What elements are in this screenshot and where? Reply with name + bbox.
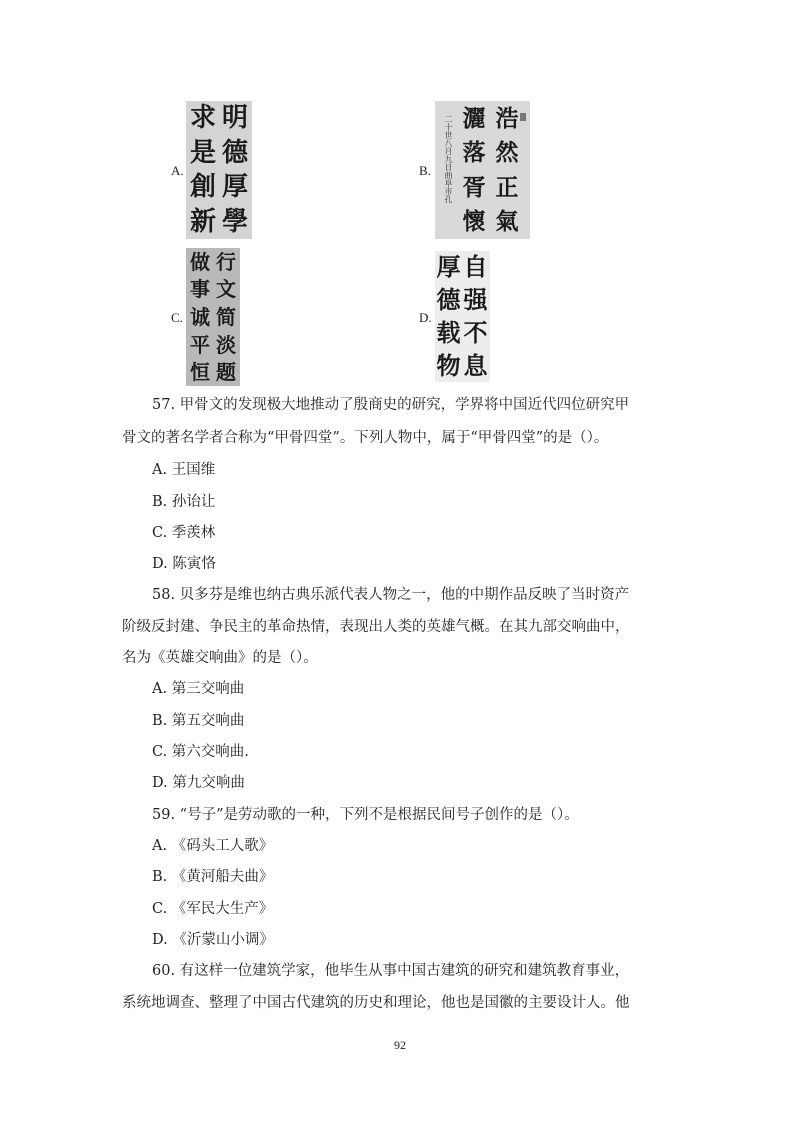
- calligraphy-char: 题: [216, 360, 236, 385]
- question-58-option-c: C. 第六交响曲.: [152, 744, 249, 760]
- calligraphy-char: 息: [463, 350, 488, 380]
- calligraphy-image-a: [186, 101, 252, 239]
- calligraphy-char: 落: [462, 139, 486, 167]
- calligraphy-image-d: [435, 251, 490, 382]
- question-59-option-c: C. 《军民大生产》: [152, 901, 274, 917]
- calligraphy-char: 胥: [462, 173, 486, 201]
- option-b-label: B.: [419, 163, 431, 178]
- question-58-option-a: A. 第三交响曲: [152, 681, 245, 697]
- calligraphy-char: 简: [216, 304, 236, 329]
- calligraphy-char: 自: [463, 252, 488, 282]
- calligraphy-char: 强: [463, 285, 488, 315]
- question-59-option-a: A. 《码头工人歌》: [152, 838, 274, 854]
- calligraphy-column-left: [435, 251, 462, 382]
- calligraphy-char: 物: [436, 350, 461, 380]
- calligraphy-char: 载: [436, 317, 461, 347]
- calligraphy-char: 德: [221, 137, 248, 168]
- signature-text: 二十世八月九日曲阜市孔: [444, 115, 453, 203]
- calligraphy-char: 正: [495, 173, 519, 201]
- calligraphy-char: 德: [436, 285, 461, 315]
- calligraphy-char: 新: [189, 206, 216, 237]
- question-57-line-2: 骨文的著名学者合称为“甲骨四堂”。下列人物中，属于“甲骨四堂”的是（）。: [122, 430, 609, 446]
- calligraphy-column-left: [187, 248, 213, 386]
- page-number: 92: [394, 1038, 406, 1052]
- calligraphy-char: 學: [221, 206, 248, 237]
- question-59-line-1: 59. “号子”是劳动歌的一种，下列不是根据民间号子创作的是（）。: [152, 807, 579, 823]
- calligraphy-column-right: [462, 251, 489, 382]
- option-d-label: D.: [419, 310, 432, 325]
- calligraphy-signature: [443, 115, 452, 230]
- calligraphy-char: 是: [189, 137, 216, 168]
- question-59-option-d: D. 《沂蒙山小调》: [152, 932, 274, 948]
- calligraphy-char: 文: [216, 277, 236, 302]
- calligraphy-column-left: [459, 101, 489, 239]
- question-58-option-b: B. 第五交响曲: [152, 713, 245, 729]
- calligraphy-image-c: [186, 248, 240, 386]
- calligraphy-char: 恒: [190, 360, 210, 385]
- calligraphy-char: 事: [190, 277, 210, 302]
- calligraphy-char: 求: [189, 103, 216, 134]
- calligraphy-char: 灑: [462, 104, 486, 132]
- question-60-line-2: 系统地调查、整理了中国古代建筑的历史和理论，他也是国徽的主要设计人。他: [122, 995, 630, 1011]
- calligraphy-column-right: [492, 101, 522, 239]
- calligraphy-char: 氣: [495, 208, 519, 236]
- calligraphy-column-left: [188, 101, 218, 239]
- calligraphy-char: 浩: [495, 104, 519, 132]
- question-60-line-1: 60. 有这样一位建筑学家，他毕生从事中国古建筑的研究和建筑教育事业，: [152, 963, 630, 979]
- question-58-line-1: 58. 贝多芬是维也纳古典乐派代表人物之一，他的中期作品反映了当时资产: [152, 587, 630, 603]
- question-58-line-3: 名为《英雄交响曲》的是（）。: [122, 650, 318, 666]
- question-57-option-b: B. 孙诒让: [152, 494, 216, 510]
- calligraphy-char: 做: [190, 249, 210, 274]
- calligraphy-char: 厚: [436, 252, 461, 282]
- question-57-line-1: 57. 甲骨文的发现极大地推动了殷商史的研究，学界将中国近代四位研究甲: [152, 397, 630, 413]
- question-59-option-b: B. 《黄河船夫曲》: [152, 869, 274, 885]
- question-57-option-c: C. 季羡林: [152, 525, 216, 541]
- option-a-label: A.: [171, 163, 184, 178]
- option-c-label: C.: [171, 310, 183, 325]
- calligraphy-char: 诚: [190, 304, 210, 329]
- calligraphy-column-right: [213, 248, 239, 386]
- calligraphy-char: 明: [221, 103, 248, 134]
- calligraphy-image-b: [435, 101, 530, 239]
- calligraphy-char: 行: [216, 249, 236, 274]
- calligraphy-char: 創: [189, 172, 216, 203]
- question-58-option-d: D. 第九交响曲: [152, 775, 245, 791]
- question-58-line-2: 阶级反封建、争民主的革命热情，表现出人类的英雄气概。在其九部交响曲中，: [122, 619, 630, 635]
- calligraphy-char: 然: [495, 139, 519, 167]
- calligraphy-char: 淡: [216, 332, 236, 357]
- seal-stamp: [520, 113, 526, 121]
- calligraphy-char: 不: [463, 317, 488, 347]
- calligraphy-char: 懷: [462, 208, 486, 236]
- calligraphy-column-right: [220, 101, 250, 239]
- question-57-option-d: D. 陈寅恪: [152, 556, 216, 572]
- question-57-option-a: A. 王国维: [152, 462, 216, 478]
- calligraphy-char: 平: [190, 332, 210, 357]
- calligraphy-char: 厚: [221, 172, 248, 203]
